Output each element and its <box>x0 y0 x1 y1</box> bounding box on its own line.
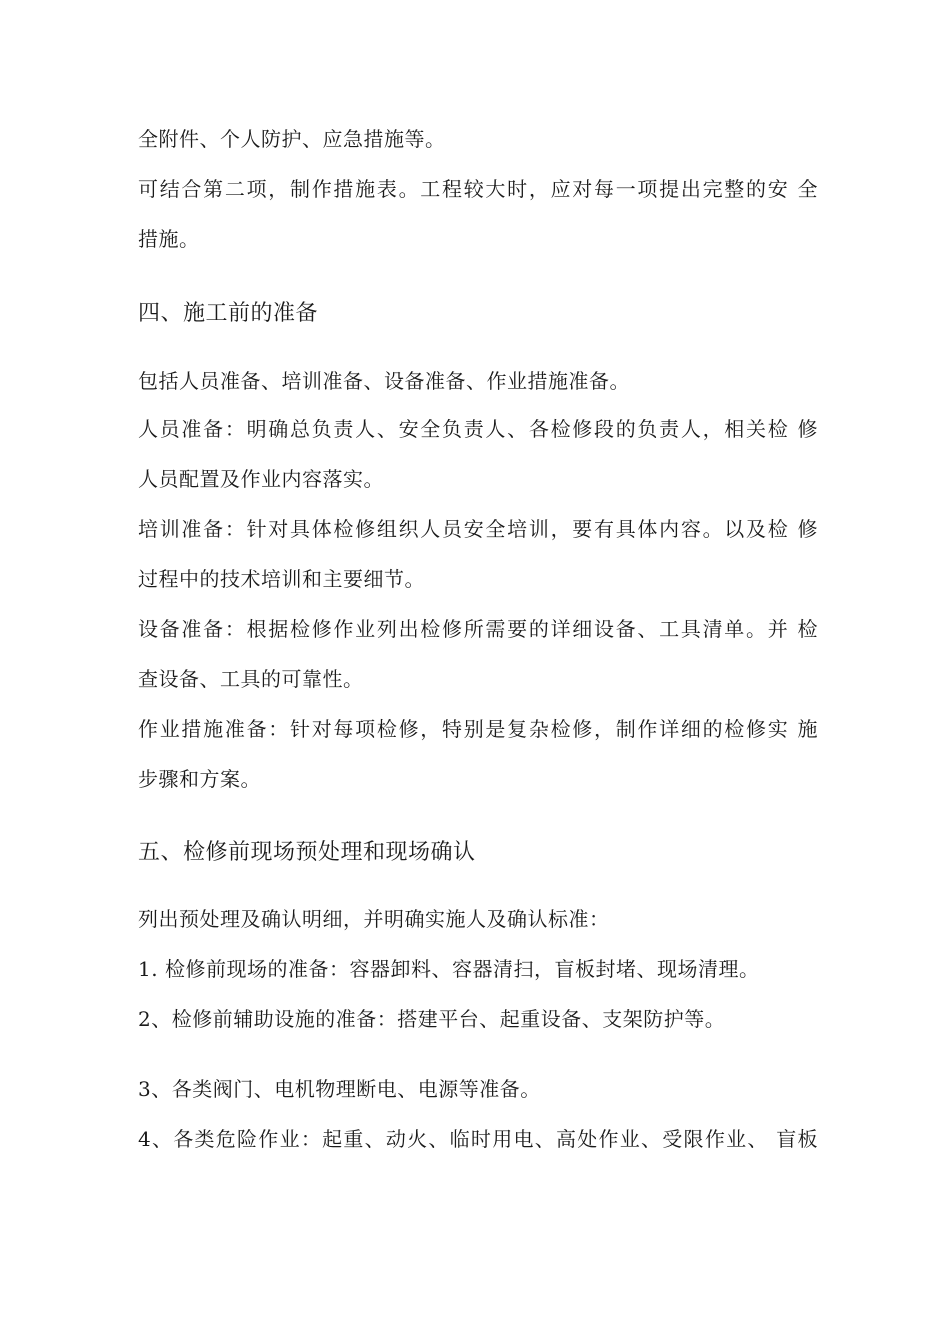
paragraph-line: 包括人员准备、培训准备、设备准备、作业措施准备。 <box>138 369 630 393</box>
section-heading-5: 五、检修前现场预处理和现场确认 <box>138 840 476 865</box>
section-heading-4: 四、施工前的准备 <box>138 301 319 326</box>
paragraph-line: 培训准备：针对具体检修组织人员安全培训，要有具体内容。以及检 修 <box>138 517 818 541</box>
paragraph-line: 作业措施准备：针对每项检修，特别是复杂检修，制作详细的检修实 施 <box>138 717 818 741</box>
paragraph-line: 设备准备：根据检修作业列出检修所需要的详细设备、工具清单。并 检 <box>138 617 818 641</box>
list-item-2: 2、检修前辅助设施的准备：搭建平台、起重设备、支架防护等。 <box>138 1007 726 1031</box>
paragraph-line: 可结合第二项，制作措施表。工程较大时，应对每一项提出完整的安 全 <box>138 177 818 201</box>
paragraph-line: 查设备、工具的可靠性。 <box>138 667 364 691</box>
list-item-1: 1. 检修前现场的准备：容器卸料、容器清扫，盲板封堵、现场清理。 <box>138 957 760 981</box>
list-item-3: 3、各类阀门、电机物理断电、电源等准备。 <box>138 1077 541 1101</box>
paragraph-line: 措施。 <box>138 227 200 251</box>
paragraph-line: 列出预处理及确认明细，并明确实施人及确认标准： <box>138 907 610 931</box>
paragraph-line: 步骤和方案。 <box>138 767 261 791</box>
list-item-4: 4、各类危险作业：起重、动火、临时用电、高处作业、受限作业、 盲板 <box>138 1127 818 1151</box>
paragraph-line: 人员配置及作业内容落实。 <box>138 467 384 491</box>
paragraph-line: 人员准备：明确总负责人、安全负责人、各检修段的负责人，相关检 修 <box>138 417 818 441</box>
paragraph-line: 全附件、个人防护、应急措施等。 <box>138 127 446 151</box>
paragraph-line: 过程中的技术培训和主要细节。 <box>138 567 425 591</box>
